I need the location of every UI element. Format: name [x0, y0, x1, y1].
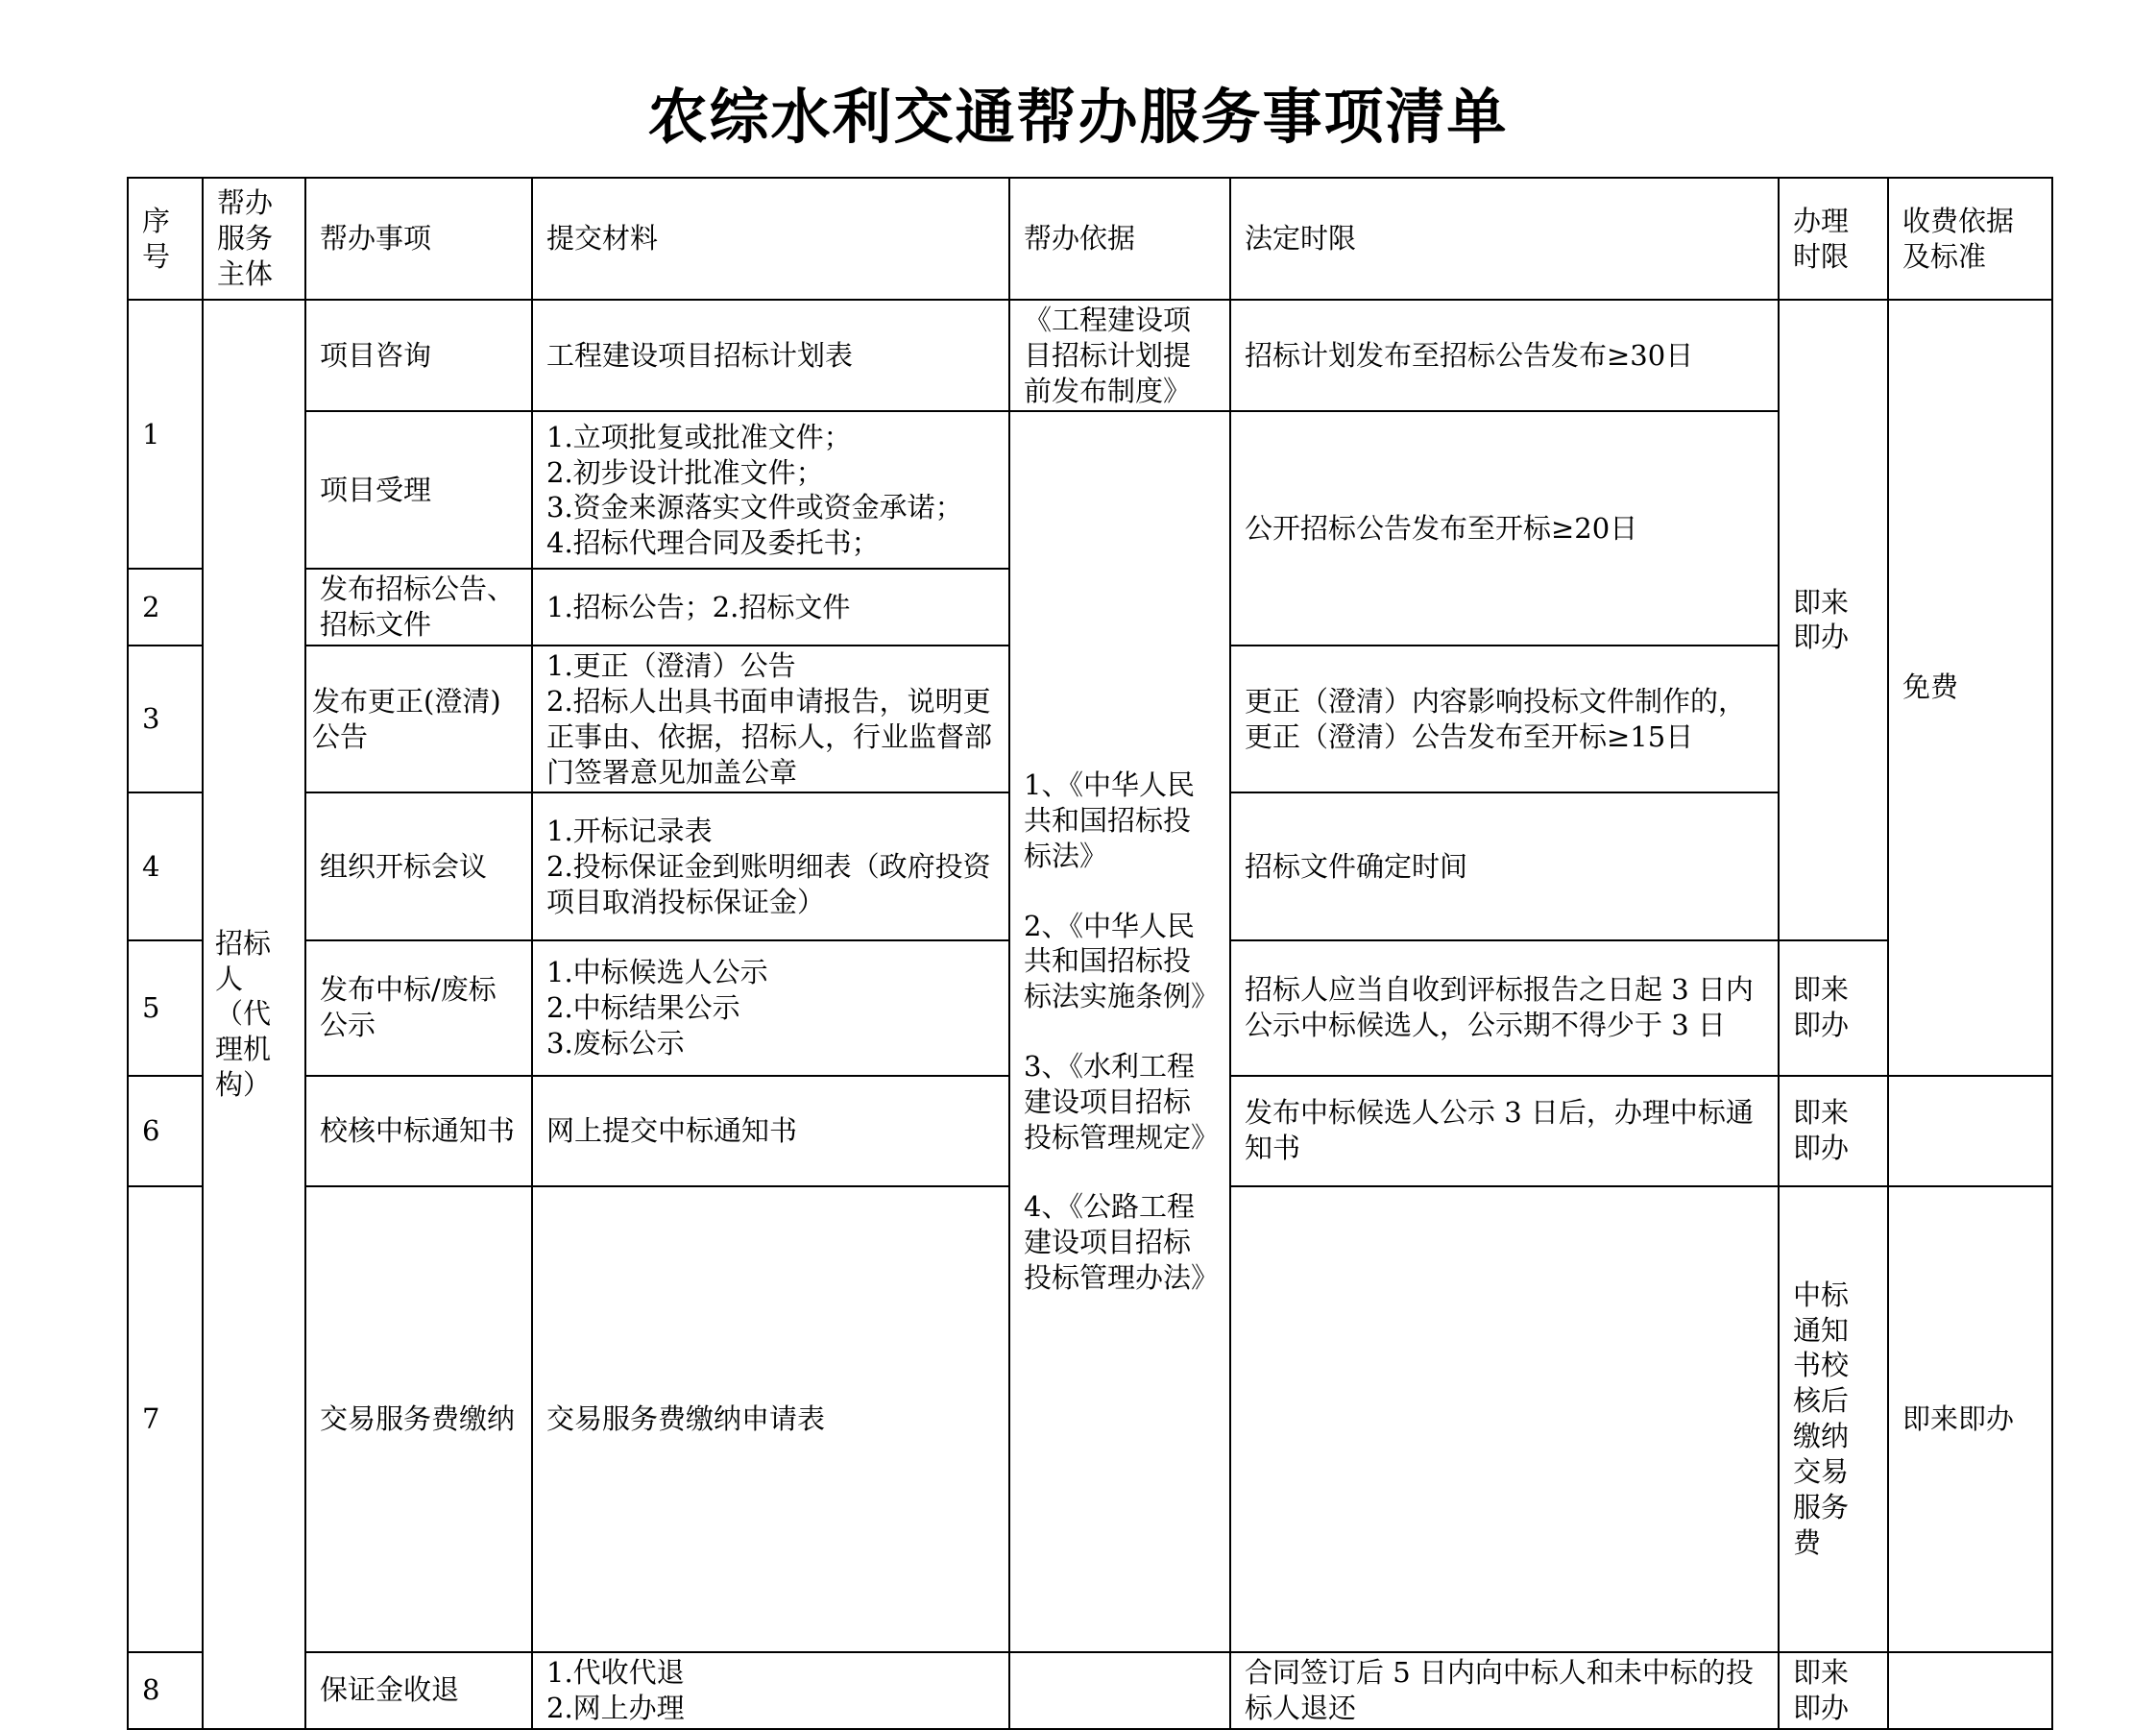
- row-number: 4: [128, 792, 203, 939]
- legal-limit-cell: 招标文件确定时间: [1230, 792, 1779, 939]
- fee-cell: [1888, 1076, 2052, 1186]
- materials-cell: 交易服务费缴纳申请表: [532, 1186, 1009, 1652]
- materials-cell: 网上提交中标通知书: [532, 1076, 1009, 1186]
- table-row: [128, 1652, 2052, 1729]
- header-materials: 提交材料: [532, 178, 1009, 300]
- materials-cell: 1.开标记录表 2.投标保证金到账明细表（政府投资项目取消投标保证金）: [532, 792, 1009, 939]
- materials-cell: 工程建设项目招标计划表: [532, 300, 1009, 411]
- handle-limit-cell: 即来即办: [1779, 1652, 1888, 1729]
- header-item: 帮办事项: [305, 178, 532, 300]
- item-cell: 发布中标/废标公示: [305, 940, 532, 1076]
- legal-limit-cell: 发布中标候选人公示 3 日后，办理中标通知书: [1230, 1076, 1779, 1186]
- row-number: 5: [128, 940, 203, 1076]
- header-fee: 收费依据 及标准: [1888, 178, 2052, 300]
- item-cell: 发布招标公告、招标文件: [305, 569, 532, 646]
- legal-limit-cell: 更正（澄清）内容影响投标文件制作的，更正（澄清）公告发布至开标≥15日: [1230, 646, 1779, 792]
- header-subject: 帮办 服务 主体: [203, 178, 305, 300]
- page-title: 农综水利交通帮办服务事项清单: [647, 82, 1509, 152]
- item-cell: 交易服务费缴纳: [305, 1186, 532, 1652]
- service-subject: 招标人（代理机构）: [203, 300, 305, 1729]
- row-number: 6: [128, 1076, 203, 1186]
- table-row: [128, 300, 2052, 411]
- materials-cell: 1.立项批复或批准文件； 2.初步设计批准文件； 3.资金来源落实文件或资金承诺； 4.招标代理合同及委托书；: [532, 411, 1009, 569]
- header-legal-limit: 法定时限: [1230, 178, 1779, 300]
- item-cell: 校核中标通知书: [305, 1076, 532, 1186]
- header-handle-limit: 办理 时限: [1779, 178, 1888, 300]
- legal-limit-cell: 中标通知书校核后缴纳交易服务费: [1779, 1186, 1888, 1652]
- handle-limit-cell: 即来即办: [1779, 940, 1888, 1076]
- item-cell: 保证金收退: [305, 1652, 532, 1729]
- item-cell: 项目咨询: [305, 300, 532, 411]
- table-row: [128, 411, 2052, 569]
- legal-limit-cell: 招标人应当自收到评标报告之日起 3 日内公示中标候选人，公示期不得少于 3 日: [1230, 940, 1779, 1076]
- materials-cell: 1.中标候选人公示 2.中标结果公示 3.废标公示: [532, 940, 1009, 1076]
- laws-cell: [1009, 411, 1230, 1651]
- row-number: 3: [128, 646, 203, 792]
- header-no: 序 号: [128, 178, 203, 300]
- item-cell: 组织开标会议: [305, 792, 532, 939]
- row-number: 8: [128, 1652, 203, 1729]
- law-3: 3、《水利工程建设项目招标投标管理规定》: [1024, 1050, 1220, 1154]
- law-2: 2、《中华人民共和国招标投标法实施条例》: [1024, 909, 1220, 1013]
- item-cell: 项目受理: [305, 411, 532, 569]
- row-number: 2: [128, 569, 203, 646]
- handle-limit-merged: 即来即办: [1779, 300, 1888, 940]
- materials-cell: 1.招标公告；2.招标文件: [532, 569, 1009, 646]
- header-row: [128, 178, 2052, 300]
- legal-limit-cell: 合同签订后 5 日内向中标人和未中标的投标人退还: [1230, 1652, 1779, 1729]
- legal-limit-cell: 招标计划发布至招标公告发布≥30日: [1230, 300, 1779, 411]
- item-cell: 发布更正(澄清)公告: [305, 646, 532, 792]
- basis-cell: 《工程建设项目招标计划提前发布制度》: [1009, 300, 1230, 411]
- legal-limit-cell: 公开招标公告发布至开标≥20日: [1230, 411, 1779, 646]
- law-1: 1、《中华人民共和国招标投标法》: [1024, 768, 1195, 872]
- header-basis: 帮办依据: [1009, 178, 1230, 300]
- handle-limit-cell: 即来即办: [1888, 1186, 2052, 1652]
- law-4: 4、《公路工程建设项目招标投标管理办法》: [1024, 1190, 1220, 1295]
- materials-cell: 1.代收代退 2.网上办理: [532, 1652, 1009, 1729]
- row-number: 7: [128, 1186, 203, 1652]
- handle-limit-cell: 即来即办: [1779, 1076, 1888, 1186]
- row-number: 1: [128, 300, 203, 569]
- materials-cell: 1.更正（澄清）公告 2.招标人出具书面申请报告，说明更正事由、依据，招标人，行业监督部门签署意见加盖公章: [532, 646, 1009, 792]
- basis-cell: [1230, 1186, 1779, 1652]
- basis-cell: [1009, 1652, 1230, 1729]
- fee-merged: 免费: [1888, 300, 2052, 1076]
- fee-cell: [1888, 1652, 2052, 1729]
- service-items-table: [127, 177, 2053, 1730]
